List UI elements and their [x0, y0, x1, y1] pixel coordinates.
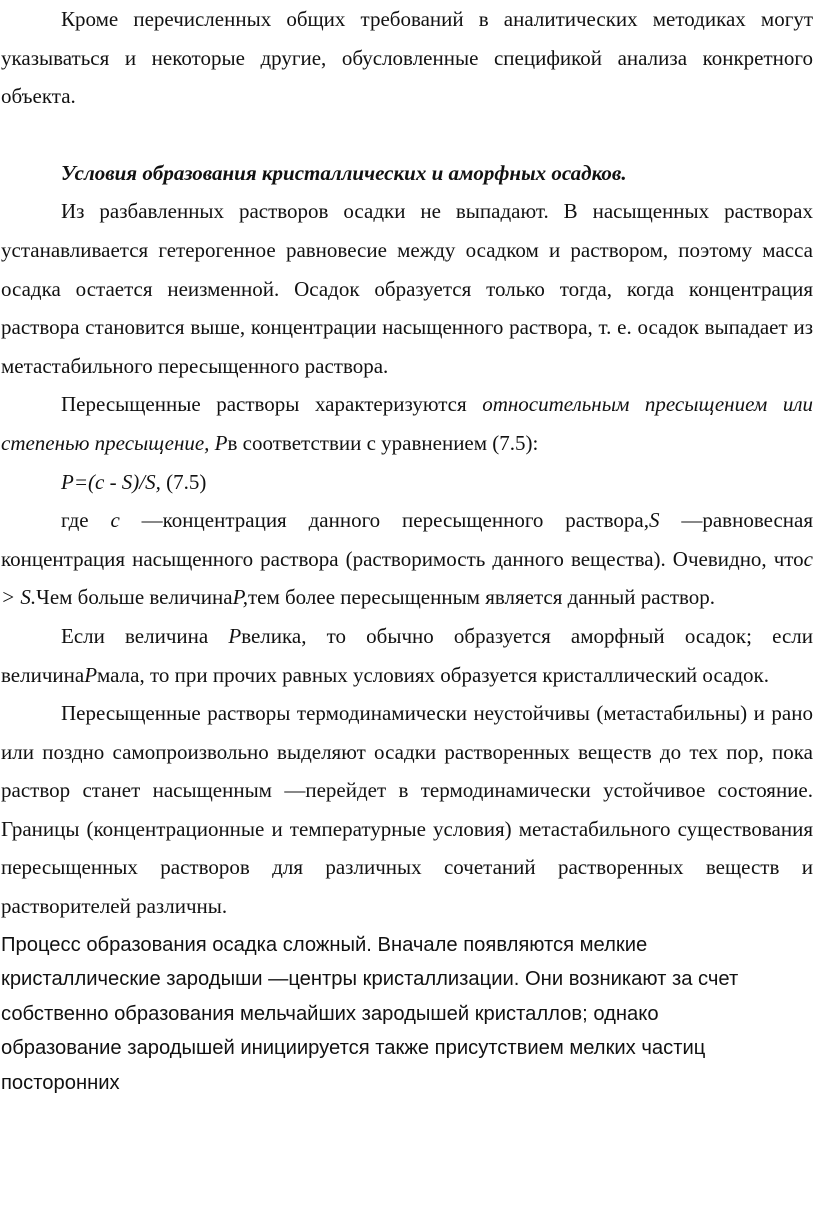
text-run: —концентрация данного пересыщенного раствора,	[119, 508, 649, 533]
italic-term: относительным пресыщением или степенью пресыщение, P	[1, 392, 813, 455]
text-run: велика, то обычно образуется аморфный осадок; если величина	[1, 623, 813, 687]
text-run: мала, то при прочих равных условиях образуется кристаллический осадок.	[97, 662, 769, 687]
symbol-p: P	[228, 623, 242, 648]
text-run: Пересыщенные растворы характеризуются	[61, 392, 483, 417]
text-run: в соответствии с уравнением (7.5):	[227, 430, 539, 455]
intro-paragraph: Кроме перечисленных общих требований в аналитических методиках могут указываться и некоторые другие, обусловленные спецификой анализа конкретного объекта.	[1, 7, 813, 109]
section-heading: Условия образования кристаллических и аморфных осадков.	[61, 160, 627, 185]
paragraph-saturation: Из разбавленных растворов осадки не выпадают. В насыщенных растворах устанавливается гетерогенное равновесие между осадком и раствором, поэтому масса осадка остается неизменной. Осадок образуется только тогда, когда концентрация раствора становится выше, концентрации насыщенного раствора, т. е. осадок выпадает из метастабильного пересыщенного раствора.	[1, 199, 813, 378]
text-run: Чем больше величина	[36, 585, 233, 610]
symbol-c: c	[110, 508, 120, 533]
paragraph-metastability: Пересыщенные растворы термодинамически неустойчивы (метастабильны) и рано или поздно самопроизвольно выделяют осадки растворенных веществ до тех пор, пока раствор станет насыщенным —перейдет в термодинамически устойчивое состояние. Границы (концентрационные и температурные условия) метастабильного существования пересыщенных растворов для различных сочетаний растворенных веществ и растворителей различны.	[1, 701, 813, 919]
symbol-s: S	[648, 508, 660, 533]
blank-line	[1, 116, 813, 154]
symbol-p: P,	[232, 585, 248, 610]
symbol-p: P	[84, 662, 98, 687]
text-run: —равновесная концентрация насыщенного раствора (растворимость данного вещества). Очевидно, что	[1, 508, 813, 571]
formula-expression: P=(c - S)/S,	[61, 469, 161, 494]
formula-number: (7.5)	[160, 469, 207, 494]
text-run: тем более пересыщенным является данный раствор.	[247, 585, 716, 610]
text-run: где	[61, 508, 111, 533]
paragraph-nucleation: Процесс образования осадка сложный. Вначале появляются мелкие кристаллические зародыши —центры кристаллизации. Они возникают за счет собственно образования мельчайших зародышей кристаллов; однако образование зародышей инициируется также присутствием мелких частиц посторонних	[1, 933, 739, 1094]
text-run: Если величина	[61, 623, 229, 648]
formula-line	[1, 463, 813, 502]
inequality: c > S.	[1, 546, 813, 610]
paragraph-precipitate-type	[1, 617, 813, 694]
paragraph-supersaturation	[1, 385, 813, 462]
paragraph-definitions	[1, 501, 813, 617]
